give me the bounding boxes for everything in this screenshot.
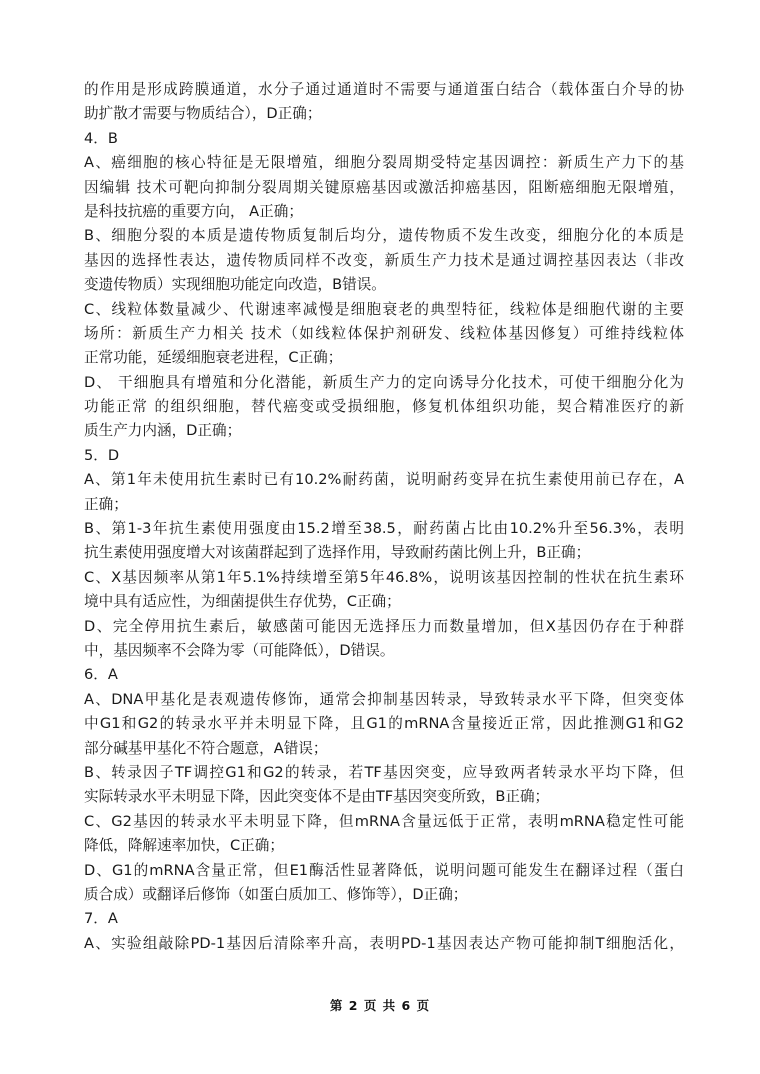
option-explanation-line: B、细胞分裂的本质是遗传物质复制后均分，遗传物质不发生改变，细胞分化的本质是 <box>84 227 684 245</box>
answer-line: 正确； <box>84 495 128 513</box>
answer-line: 变遗传物质）实现细胞功能定向改造，B错误。 <box>84 276 386 294</box>
option-explanation-line: B、第1-3年抗生素使用强度由15.2增至38.5，耐药菌占比由10.2%升至56.3%，表明 <box>84 520 684 538</box>
answer-line: 是科技抗癌的重要方向， A正确； <box>84 202 303 220</box>
question-answer-key: 6．A <box>84 666 118 684</box>
option-explanation-line: C、线粒体数量减少、代谢速率减慢是细胞衰老的典型特征，线粒体是细胞代谢的主要 <box>84 300 684 318</box>
answer-line: 中，基因频率不会降为零（可能降低），D错误。 <box>84 641 395 659</box>
option-explanation-line: A、癌细胞的核心特征是无限增殖，细胞分裂周期受特定基因调控：新质生产力下的基 <box>84 154 684 172</box>
answer-line: 部分碱基甲基化不符合题意，A错误； <box>84 739 328 757</box>
option-explanation-line: A、第1年未使用抗生素时已有10.2%耐药菌，说明耐药变异在抗生素使用前已存在，A <box>84 471 684 489</box>
page-footer: 第 2 页 共 6 页 <box>329 998 431 1013</box>
question-answer-key: 4．B <box>84 129 118 147</box>
answer-line: 的作用是形成跨膜通道，水分子通过通道时不需要与通道蛋白结合（载体蛋白介导的协 <box>84 81 684 98</box>
answer-line: 质生产力内涵，D正确； <box>84 422 242 440</box>
answer-line: 质合成）或翻译后修饰（如蛋白质加工、修饰等），D正确； <box>84 885 468 903</box>
question-answer-key: 7．A <box>84 910 118 928</box>
answer-body <box>84 78 684 956</box>
answer-line: 实际转录水平未明显下降，因此突变体不是由TF基因突变所致，B正确； <box>84 788 550 806</box>
answer-line: 正常功能，延缓细胞衰老进程，C正确； <box>84 349 343 367</box>
answer-line: 境中具有适应性，为细菌提供生存优势，C正确； <box>84 593 401 611</box>
option-explanation-line: D、G1的mRNA含量正常，但E1酶活性显著降低，说明问题可能发生在翻译过程（蛋白 <box>84 861 684 879</box>
question-answer-key: 5．D <box>84 446 120 464</box>
option-explanation-line: C、X基因频率从第1年5.1%持续增至第5年46.8%，说明该基因控制的性状在抗生素环 <box>84 568 684 586</box>
answer-line: 降低，降解速率加快，C正确； <box>84 837 284 855</box>
answer-line: 因编辑 技术可靶向抑制分裂周期关键原癌基因或激活抑癌基因，阻断癌细胞无限增殖， <box>84 178 684 196</box>
answer-line: 功能正常 的组织细胞，替代癌变或受损细胞，修复机体组织功能，契合精准医疗的新 <box>84 398 684 416</box>
option-explanation-line: D、 干细胞具有增殖和分化潜能，新质生产力的定向诱导分化技术，可使干细胞分化为 <box>84 373 684 391</box>
answer-line: 基因的选择性表达，遗传物质同样不改变，新质生产力技术是通过调控基因表达（非改 <box>84 251 684 269</box>
option-explanation-line: B、转录因子TF调控G1和G2的转录，若TF基因突变，应导致两者转录水平均下降，但 <box>84 763 684 781</box>
answer-line: 中G1和G2的转录水平并未明显下降，且G1的mRNA含量接近正常，因此推测G1和G2 <box>84 715 684 733</box>
option-explanation-line: C、G2基因的转录水平未明显下降，但mRNA含量远低于正常，表明mRNA稳定性可能 <box>84 812 684 830</box>
option-explanation-line: A、实验组敲除PD-1基因后清除率升高，表明PD-1基因表达产物可能抑制T细胞活化， <box>84 934 684 952</box>
answer-line: 抗生素使用强度增大对该菌群起到了选择作用，导致耐药菌比例上升，B正确； <box>84 544 591 562</box>
answer-line: 助扩散才需要与物质结合），D正确； <box>84 105 322 123</box>
answer-line: 场所：新质生产力相关 技术（如线粒体保护剂研发、线粒体基因修复）可维持线粒体 <box>84 324 684 342</box>
option-explanation-line: A、DNA甲基化是表观遗传修饰，通常会抑制基因转录，导致转录水平下降，但突变体 <box>84 690 684 708</box>
option-explanation-line: D、完全停用抗生素后，敏感菌可能因无选择压力而数量增加，但X基因仍存在于种群 <box>84 617 684 635</box>
